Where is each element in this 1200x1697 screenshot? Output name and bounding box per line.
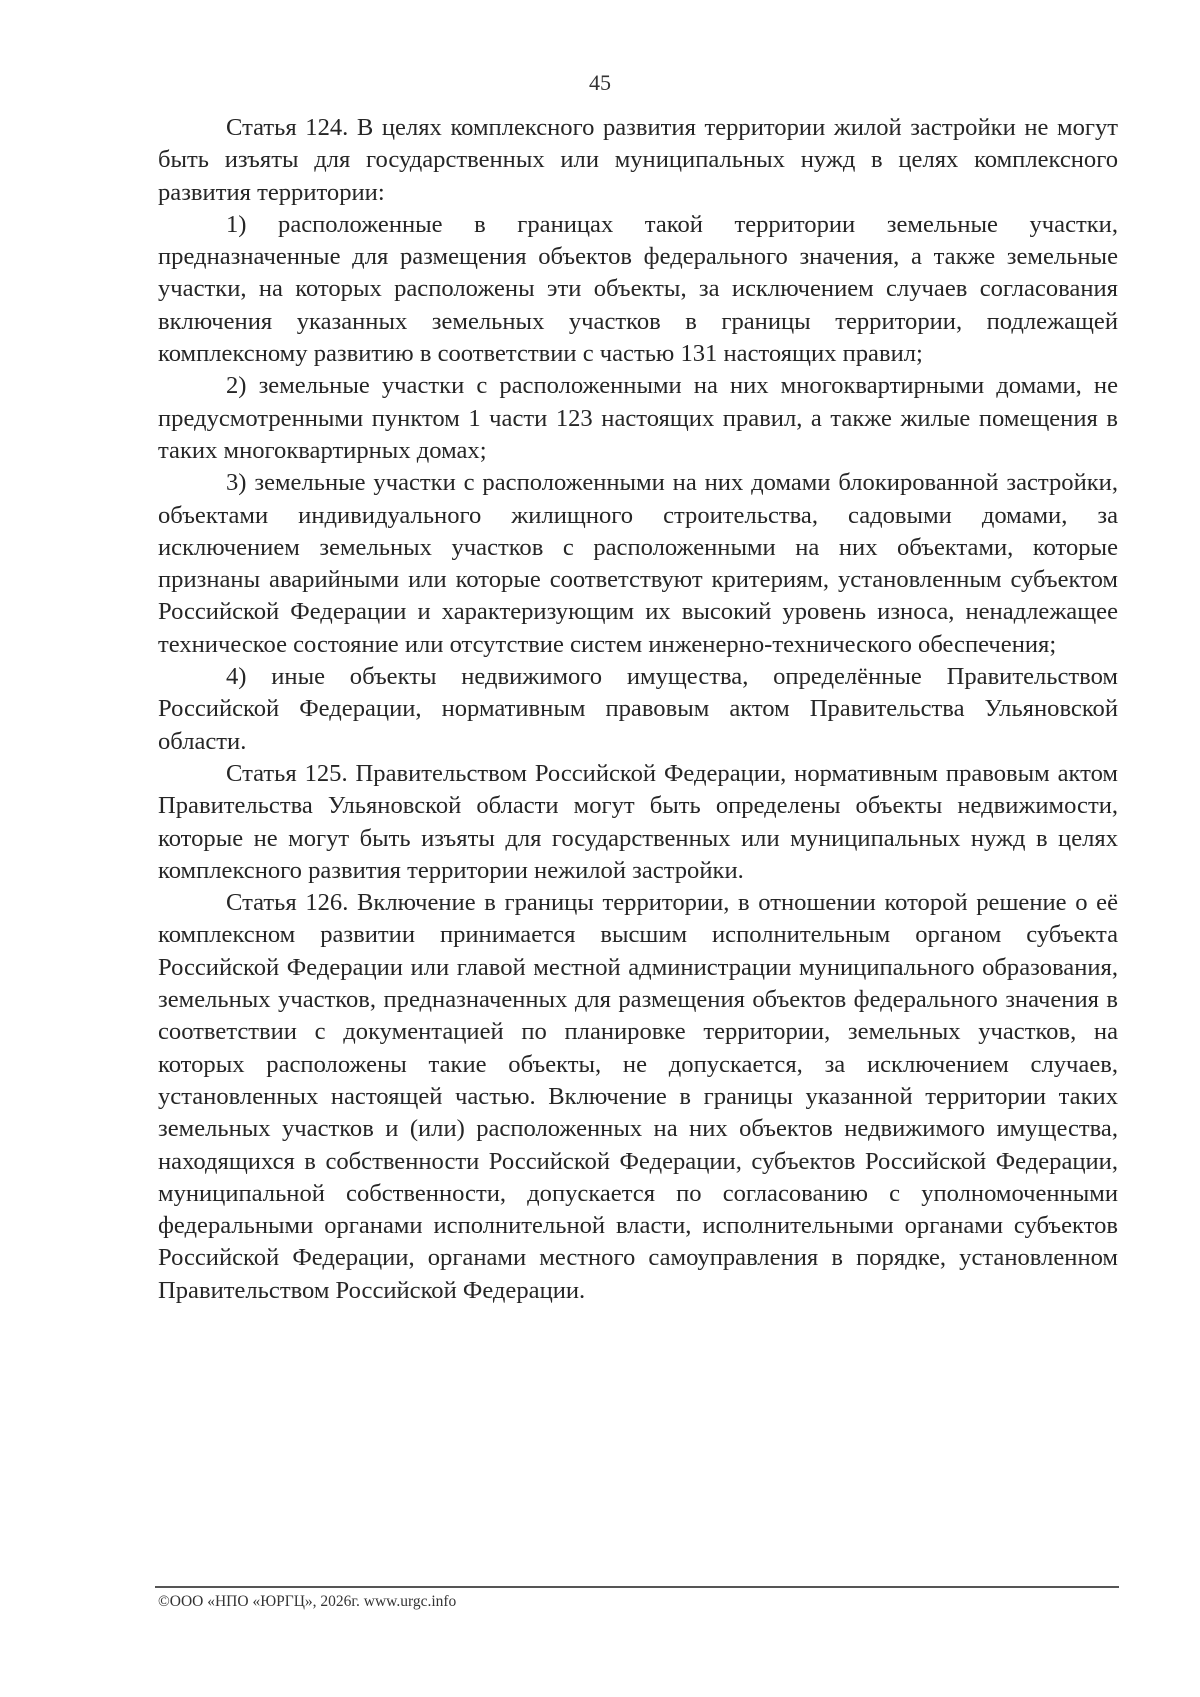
article-125: Статья 125. Правительством Российской Федерации, нормативным правовым актом Правительства Ульяновской области могут быть определены объекты недвижимости, которые не могут быть изъяты для государственных или муниципальных нужд в целях комплексного развития территории нежилой застройки. <box>158 759 1118 884</box>
article-124-item-3: 3) земельные участки с расположенными на них домами блокированной застройки, объектами индивидуального жилищного строительства, садовыми домами, за исключением земельных участков с расположенными на них объектами, которые признаны аварийными или которые соответствуют критериям, установленным субъектом Российской Федерации и характеризующим их высокий уровень износа, ненадлежащее техническое состояние или отсутствие систем инженерно-технического обеспечения; <box>158 469 1118 658</box>
document-body <box>158 112 1118 1307</box>
footer-copyright: ©ООО «НПО «ЮРГЦ», 2026г. www.urgc.info <box>158 1593 457 1610</box>
article-126: Статья 126. Включение в границы территории, в отношении которой решение о её комплексном развитии принимается высшим исполнительным органом субъекта Российской Федерации или главой местной администрации муниципального образования, земельных участков, предназначенных для размещения объектов федерального значения в соответствии с документацией по планировке территории, земельных участков, на которых расположены такие объекты, не допускается, за исключением случаев, установленных настоящей частью. Включение в границы указанной территории таких земельных участков и (или) расположенных на них объектов недвижимого имущества, находящихся в собственности Российской Федерации, субъектов Российской Федерации, муниципальной собственности, допускается по согласованию с уполномоченными федеральными органами исполнительной власти, исполнительными органами субъектов Российской Федерации, органами местного самоуправления в порядке, установленном Правительством Российской Федерации. <box>158 889 1118 1304</box>
article-124-item-2: 2) земельные участки с расположенными на них многоквартирными домами, не предусмотренными пунктом 1 части 123 настоящих правил, а также жилые помещения в таких многоквартирных домах; <box>158 372 1118 464</box>
article-124-item-4: 4) иные объекты недвижимого имущества, определённые Правительством Российской Федерации, нормативным правовым актом Правительства Ульяновской области. <box>158 663 1118 755</box>
article-124-item-1: 1) расположенные в границах такой территории земельные участки, предназначенные для размещения объектов федерального значения, а также земельные участки, на которых расположены эти объекты, за исключением случаев согласования включения указанных земельных участков в границы территории, подлежащей комплексному развитию в соответствии с частью 131 настоящих правил; <box>158 210 1118 368</box>
page-number: 45 <box>589 70 611 95</box>
article-124-intro: Статья 124. В целях комплексного развития территории жилой застройки не могут быть изъяты для государственных или муниципальных нужд в целях комплексного развития территории: <box>158 114 1118 206</box>
footer-divider <box>155 1586 1119 1588</box>
